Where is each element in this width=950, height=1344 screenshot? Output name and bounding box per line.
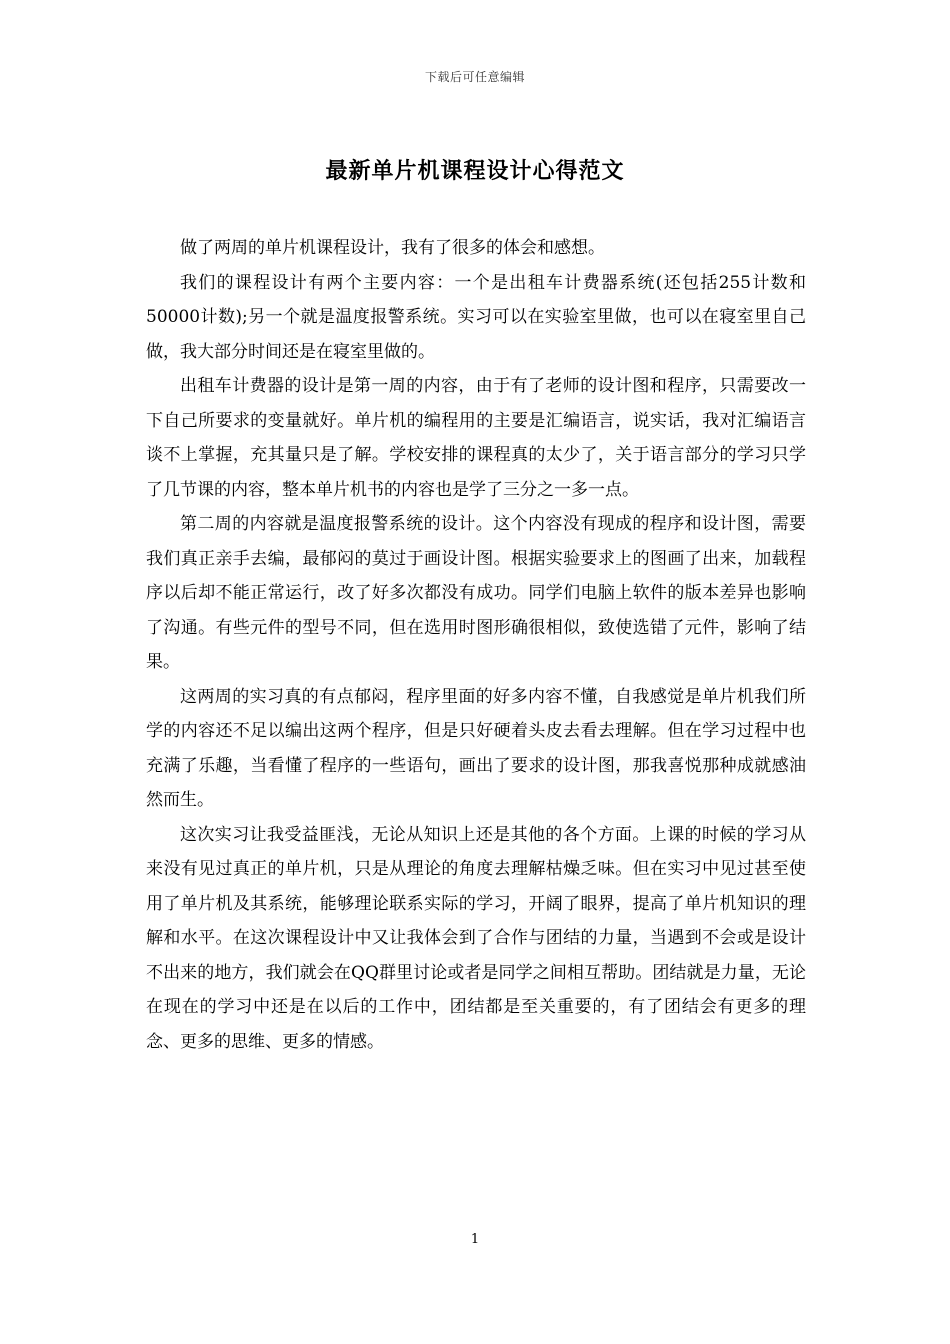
paragraph-2: 我们的课程设计有两个主要内容：一个是出租车计费器系统(还包括255计数和50000计数);另一个就是温度报警系统。实习可以在实验室里做，也可以在寝室里自己做，我大部分时间还是在寝室里做的。 — [146, 272, 806, 362]
paragraph-1: 做了两周的单片机课程设计，我有了很多的体会和感想。 — [180, 238, 605, 258]
paragraph-3: 出租车计费器的设计是第一周的内容，由于有了老师的设计图和程序，只需要改一下自己所要求的变量就好。单片机的编程用的主要是汇编语言，说实话，我对汇编语言谈不上掌握，充其量只是了解。学校安排的课程真的太少了，关于语言部分的学习只学了几节课的内容，整本单片机书的内容也是学了三分之一多一点。 — [146, 376, 806, 500]
page-number: 1 — [470, 1232, 480, 1247]
header-note: 下载后可任意编辑 — [424, 70, 525, 84]
document-body — [146, 231, 806, 1059]
paragraph-4: 第二周的内容就是温度报警系统的设计。这个内容没有现成的程序和设计图，需要我们真正亲手去编，最郁闷的莫过于画设计图。根据实验要求上的图画了出来，加载程序以后却不能正常运行，改了好多次都没有成功。同学们电脑上软件的版本差异也影响了沟通。有些元件的型号不同，但在选用时图形确很相似，致使选错了元件，影响了结果。 — [146, 514, 806, 672]
document-title: 最新单片机课程设计心得范文 — [325, 158, 625, 184]
paragraph-6: 这次实习让我受益匪浅，无论从知识上还是其他的各个方面。上课的时候的学习从来没有见过真正的单片机，只是从理论的角度去理解枯燥乏味。但在实习中见过甚至使用了单片机及其系统，能够理论联系实际的学习，开阔了眼界，提高了单片机知识的理解和水平。在这次课程设计中又让我体会到了合作与团结的力量，当遇到不会或是设计不出来的地方，我们就会在QQ群里讨论或者是同学之间相互帮助。团结就是力量，无论在现在的学习中还是在以后的工作中，团结都是至关重要的，有了团结会有更多的理念、更多的思维、更多的情感。 — [146, 824, 806, 1052]
paragraph-5: 这两周的实习真的有点郁闷，程序里面的好多内容不懂，自我感觉是单片机我们所学的内容还不足以编出这两个程序，但是只好硬着头皮去看去理解。但在学习过程中也充满了乐趣，当看懂了程序的一些语句，画出了要求的设计图，那我喜悦那种成就感油然而生。 — [146, 686, 806, 810]
